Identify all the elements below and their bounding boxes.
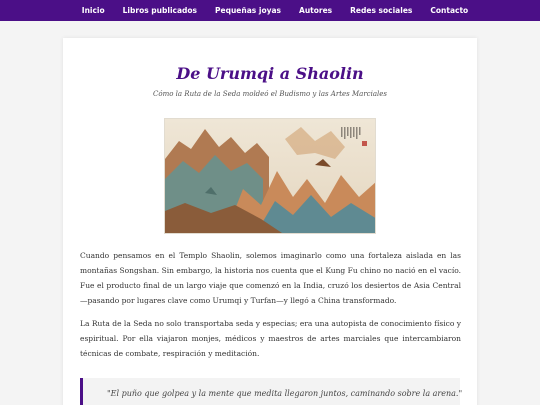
article-paragraph: La Ruta de la Seda no solo transportaba seda y especias; era una autopista de conocimiento físico y espiritual. Por ella viajaron monjes, médicos y maestros de artes marciales que intercambiaron técnicas de combate, respiración y meditación. [80, 319, 461, 358]
article-subtitle: Cómo la Ruta de la Seda moldeó el Budismo y las Artes Marciales [153, 90, 387, 98]
nav-item-autores[interactable]: Autores [299, 6, 333, 15]
article-paragraph: Cuando pensamos en el Templo Shaolin, solemos imaginarlo como una fortaleza aislada en las montañas Songshan. Sin embargo, la historia nos cuenta que el Kung Fu chino no nació en el vacío. Fue el producto final de un largo viaje que comenzó en la India, cruzó los desiertos de Asia Central—pasando por lugares clave como Urumqi y Turfan—y llegó a China transformado. [80, 251, 461, 305]
quote-text: "El puño que golpea y la mente que medita llegaron juntos, caminando sobre la arena." [107, 389, 463, 398]
nav-menu [72, 6, 468, 15]
landscape-painting-image [164, 118, 376, 234]
nav-item-redes-sociales[interactable]: Redes sociales [350, 6, 413, 15]
top-navigation-bar [0, 0, 540, 21]
article-title: De Urumqi a Shaolin [176, 64, 364, 83]
landscape-painting-icon [165, 119, 376, 234]
nav-item-inicio[interactable]: Inicio [81, 6, 105, 15]
nav-item-libros-publicados[interactable]: Libros publicados [122, 6, 198, 15]
article-card [63, 38, 477, 405]
nav-item-pequenas-joyas[interactable]: Pequeñas joyas [215, 6, 282, 15]
nav-item-contacto[interactable]: Contacto [430, 6, 469, 15]
blockquote [80, 378, 463, 405]
